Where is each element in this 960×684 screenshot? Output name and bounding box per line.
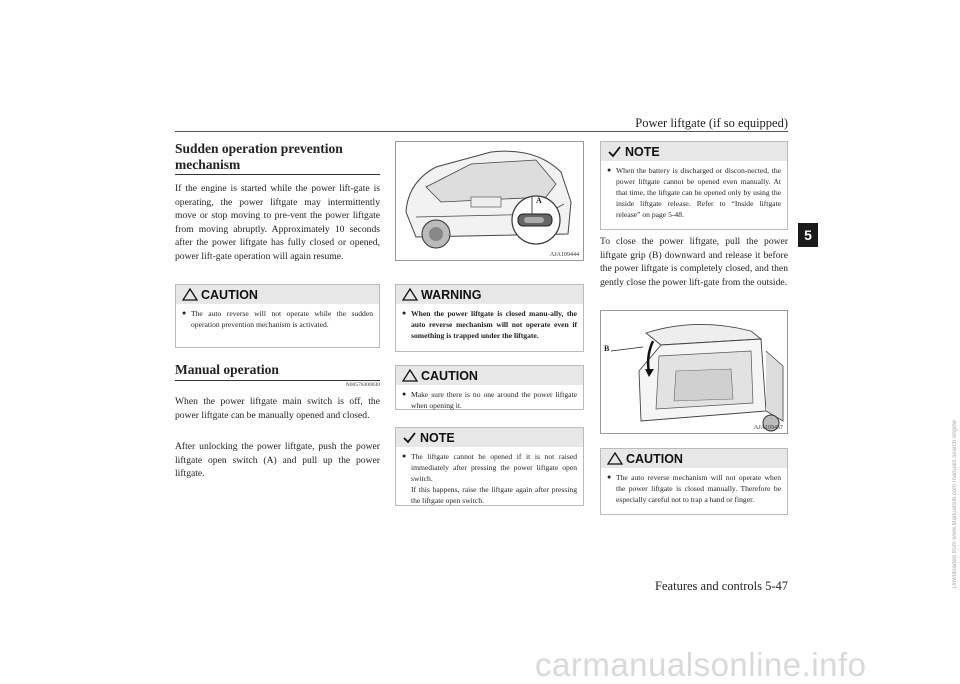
liftgate-open-illustration (601, 311, 787, 433)
paragraph-sudden-operation: If the engine is started while the power lift-gate is operating, the power liftgate may intermittently move or stop moving to pre-vent the power liftgate from moving abruptly. Approximately 10 seconds after the power liftgate has fully closed or opened, power lift-gate operation will again resume. (175, 183, 380, 262)
bullet-icon: ● (402, 452, 407, 460)
page-footer: Features and controls 5-47 (655, 579, 788, 593)
caution-header (601, 449, 787, 468)
heading-rule (175, 380, 380, 381)
caution-text: The auto reverse mechanism will not operate when the power liftgate is closed manually. Therefore be especially careful not to trap a hand or finger. (616, 473, 781, 504)
caution-triangle-icon (607, 452, 623, 465)
note-text-2: If this happens, raise the liftgate again after pressing the liftgate open switch. (411, 485, 577, 505)
bullet-icon: ● (182, 309, 187, 317)
side-watermark-text: Downloaded from www.Manualslib.com manuals search engine (952, 420, 958, 589)
caution-box (395, 365, 584, 410)
bullet-icon: ● (402, 309, 407, 317)
caution-box (175, 284, 380, 348)
note-text: When the battery is discharged or discon-nected, the power liftgate cannot be opened even manually. At that time, the liftgate can be opened only by using the inside liftgate release. Refer to “Inside liftgate release” on page 5-48. (616, 166, 781, 219)
warning-header (396, 285, 583, 304)
note-header (396, 428, 583, 447)
header-rule (175, 131, 788, 132)
watermark: carmanualsonline.info (535, 646, 867, 683)
figure-liftgate-switch (395, 141, 584, 261)
note-text-1: The liftgate cannot be opened if it is not raised immediately after pressing the power liftgate open switch. (411, 452, 577, 483)
caution-triangle-icon (402, 369, 418, 382)
note-box (395, 427, 584, 506)
caution-text: The auto reverse will not operate while the sudden operation prevention mechanism is activated. (191, 309, 373, 329)
note-title: NOTE (420, 430, 455, 445)
page-header-title: Power liftgate (if so equipped) (635, 116, 788, 130)
caution-title: CAUTION (626, 451, 683, 466)
paragraph-manual-2: After unlocking the power liftgate, push the power liftgate open switch (A) and pull up the power liftgate. (175, 441, 380, 480)
warning-box (395, 284, 584, 352)
section-code: N00576300030 (345, 382, 380, 388)
chapter-tab: 5 (798, 223, 818, 247)
note-box (600, 141, 788, 230)
caution-triangle-icon (182, 288, 198, 301)
figure-code: AJA109457 (753, 425, 783, 431)
heading-rule (175, 174, 380, 175)
warning-triangle-icon (402, 288, 418, 301)
heading-sudden-operation: Sudden operation prevention mechanism (175, 141, 343, 172)
note-title: NOTE (625, 144, 660, 159)
bullet-icon: ● (607, 166, 612, 174)
caution-box (600, 448, 788, 515)
note-check-icon (402, 431, 417, 444)
caution-text: Make sure there is no one around the power liftgate when opening it. (411, 390, 577, 410)
caution-title: CAUTION (201, 287, 258, 302)
caution-header (396, 366, 583, 385)
note-check-icon (607, 145, 622, 158)
caution-title: CAUTION (421, 368, 478, 383)
caution-header (176, 285, 379, 304)
figure-label-a: A (536, 196, 542, 205)
bullet-icon: ● (402, 390, 407, 398)
note-header (601, 142, 787, 161)
bullet-icon: ● (607, 473, 612, 481)
vehicle-rear-illustration (396, 142, 583, 260)
warning-title: WARNING (421, 287, 482, 302)
paragraph-manual-1: When the power liftgate main switch is off, the power liftgate can be manually opened and closed. (175, 396, 380, 421)
figure-code: AJA109444 (549, 252, 579, 258)
paragraph-close-liftgate: To close the power liftgate, pull the power liftgate grip (B) downward and release it before the power liftgate is completely closed, and then gently close the power lift-gate from the outside. (600, 236, 788, 288)
heading-manual-operation: Manual operation (175, 362, 279, 377)
figure-label-b: B (604, 344, 610, 353)
figure-liftgate-grip (600, 310, 788, 434)
warning-text: When the power liftgate is closed manu-ally, the auto reverse mechanism will not operate even if something is trapped under the liftgate. (411, 309, 577, 340)
